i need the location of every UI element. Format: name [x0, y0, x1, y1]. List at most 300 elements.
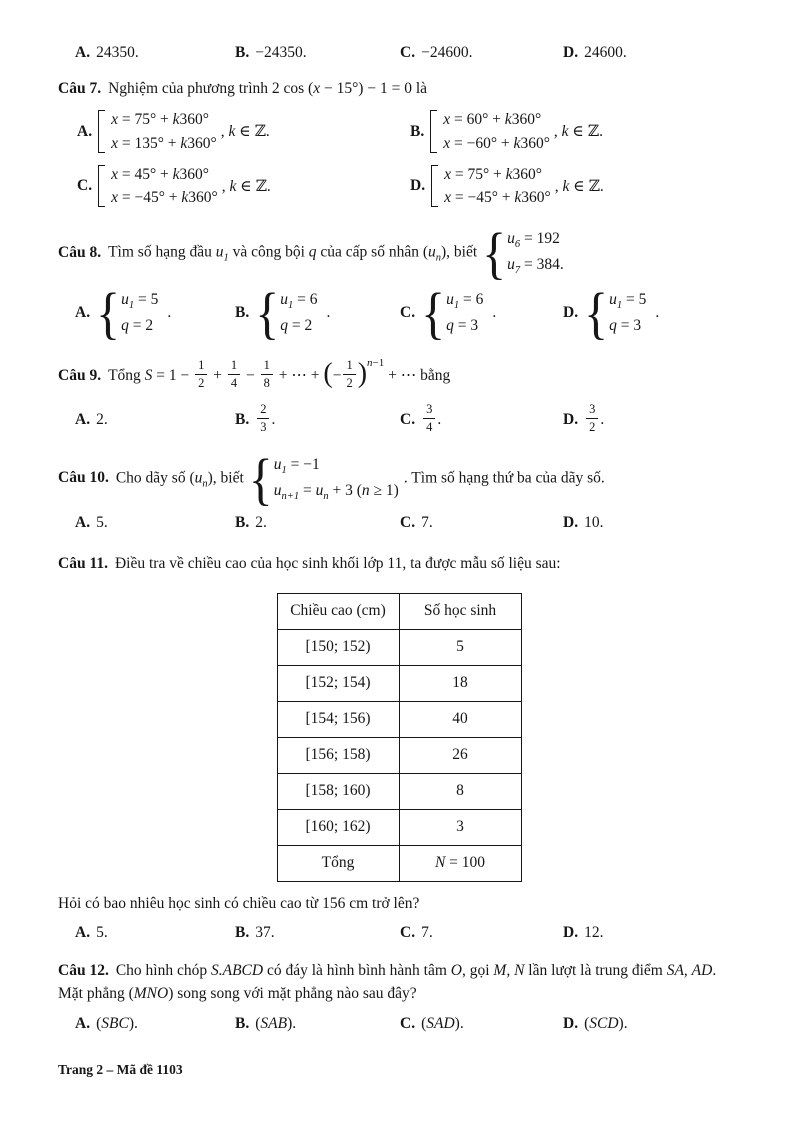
math-var: SAB	[260, 1014, 288, 1032]
table-cell: [158; 160)	[277, 773, 399, 809]
option-text: −24600.	[421, 44, 473, 61]
equation-stack	[121, 288, 158, 337]
option-label: C.	[400, 1014, 416, 1032]
equation-line	[444, 163, 551, 186]
math-var: u	[280, 291, 288, 309]
math-sub: 7	[514, 265, 521, 277]
equation-line	[444, 186, 551, 209]
math-var: u	[446, 291, 454, 309]
table-cell	[399, 845, 521, 881]
math-text: = −45° +	[450, 189, 515, 206]
option-label: A.	[77, 122, 93, 140]
option-b	[235, 280, 400, 346]
math-var: n	[361, 481, 370, 499]
question-8-options	[58, 280, 740, 346]
question-number: Câu 7.	[58, 80, 102, 97]
math-text: ).	[454, 1014, 464, 1032]
option-c	[400, 1015, 563, 1033]
option-label: C.	[400, 44, 416, 61]
statement-text: Tìm số hạng đầu	[108, 243, 216, 261]
question-9-statement	[58, 355, 740, 393]
equation-line	[280, 288, 317, 314]
math-text: ≥ 1)	[369, 481, 399, 499]
statement-text: Hỏi có bao nhiêu học sinh có chiều cao từ 156 cm trở lên?	[58, 894, 420, 912]
cases-group	[421, 280, 484, 346]
math-text: = 6	[293, 291, 318, 309]
fraction-denominator: 4	[426, 419, 433, 434]
option-b	[235, 514, 400, 532]
math-var: MNO	[133, 985, 169, 1003]
math-var: k	[229, 177, 237, 195]
math-text: = 75° +	[117, 111, 173, 129]
math-var: k	[172, 111, 180, 129]
option-d	[563, 1015, 740, 1033]
math-text: ,	[553, 123, 562, 140]
fraction	[228, 358, 240, 391]
cases-group	[584, 280, 647, 346]
math-var: M, N	[493, 962, 525, 980]
statement-text: Cho dãy số (	[115, 469, 195, 487]
equation-line	[446, 288, 483, 314]
math-text: = −45° +	[117, 189, 182, 206]
math-var: u	[507, 230, 515, 248]
math-var: u	[315, 481, 324, 499]
statement-text: và công bội	[228, 243, 309, 261]
statement-text: − 15°) − 1 = 0 là	[320, 80, 428, 97]
math-var: x	[443, 134, 451, 152]
math-text: ,	[554, 177, 563, 195]
option-label: B.	[235, 411, 250, 429]
option-label: C.	[400, 924, 416, 942]
math-var: AD	[691, 962, 713, 980]
math-text: ∈ ℤ.	[569, 177, 604, 195]
math-text: = 2	[287, 317, 313, 335]
statement-text: có đáy là hình bình hành tâm	[263, 962, 451, 980]
math-var: k	[513, 134, 521, 152]
equation-line	[507, 253, 564, 279]
table-cell: Tổng	[277, 845, 399, 881]
cases-group	[255, 280, 318, 346]
equation-line	[446, 314, 483, 337]
table-row	[277, 737, 521, 773]
option-c	[400, 514, 563, 532]
option-text: 2.	[96, 411, 108, 429]
option-c	[400, 401, 563, 437]
table-cell: 5	[399, 629, 521, 665]
statement-text: ), biết	[441, 243, 478, 261]
math-var: q	[609, 317, 617, 335]
math-text: = 192	[520, 230, 560, 248]
question-number: Câu 12.	[58, 962, 109, 980]
option-text: −24350.	[255, 44, 307, 61]
option-text: 2.	[255, 513, 267, 531]
math-text: = −60° +	[450, 134, 514, 152]
question-10-statement	[58, 446, 740, 511]
fraction-denominator: 2	[346, 375, 353, 390]
math-var: u	[428, 243, 436, 261]
option-text: 12.	[584, 924, 604, 942]
option-suffix	[222, 177, 271, 196]
math-var: S	[144, 366, 153, 384]
table-header-row	[277, 593, 521, 629]
equation-line	[111, 186, 218, 209]
math-text: ).	[287, 1014, 297, 1032]
question-number: Câu 8.	[58, 243, 102, 261]
math-text: = 100	[445, 854, 486, 872]
math-var: k	[181, 189, 189, 206]
math-text: = 2	[128, 317, 154, 335]
math-var: u	[609, 291, 617, 309]
option-a	[75, 1015, 235, 1033]
math-var: SA	[666, 962, 684, 980]
math-text: (	[255, 1014, 261, 1032]
math-sub: 1	[453, 300, 460, 312]
statement-text: ), biết	[207, 469, 244, 487]
math-var: q	[121, 317, 129, 335]
statement-text: Cho hình chóp	[115, 962, 211, 980]
math-sub: 1	[281, 464, 287, 476]
math-text: = 384.	[520, 256, 564, 274]
math-text: =	[299, 481, 316, 499]
table-cell: 8	[399, 773, 521, 809]
prev-question-options	[58, 44, 740, 62]
left-square-bracket	[98, 110, 105, 153]
table-cell: [150; 152)	[277, 629, 399, 665]
math-var: k	[505, 165, 513, 183]
math-text: = −1	[286, 455, 320, 473]
math-text: = 5	[134, 291, 159, 309]
option-text	[584, 1015, 628, 1033]
table-cell: 40	[399, 701, 521, 737]
option-text: 5.	[96, 924, 108, 942]
option-text	[255, 1015, 296, 1033]
math-var: SAD	[426, 1014, 455, 1032]
table-cell: 26	[399, 737, 521, 773]
fraction-numerator: 1	[261, 358, 273, 375]
option-d	[563, 514, 740, 532]
math-var: n	[367, 356, 373, 369]
math-sub: 1	[287, 300, 294, 312]
math-text: ).	[128, 1014, 138, 1032]
math-var: k	[504, 111, 512, 129]
math-text: +	[209, 366, 226, 384]
math-text: ,	[220, 123, 229, 140]
question-11-query	[58, 892, 740, 915]
math-var: k	[561, 123, 569, 140]
math-text: ,	[221, 177, 230, 195]
table-row	[277, 701, 521, 737]
cases-group	[482, 220, 564, 286]
math-var: u	[121, 291, 129, 309]
option-a	[77, 108, 410, 155]
equation-stack	[507, 227, 564, 279]
statement-text: . Mặt phẳng (	[58, 962, 717, 1003]
table-row	[277, 665, 521, 701]
equation-line	[507, 227, 564, 253]
math-var: k	[514, 189, 522, 206]
option-a	[75, 280, 235, 346]
math-var: x	[313, 80, 321, 97]
option-suffix	[555, 177, 604, 196]
table-cell: 3	[399, 809, 521, 845]
math-text: ∈ ℤ.	[568, 123, 603, 140]
math-text: (	[584, 1014, 590, 1032]
question-11-options	[58, 924, 740, 942]
equation-stack	[443, 108, 550, 155]
math-var: q	[446, 317, 454, 335]
math-text: 360°	[179, 165, 209, 183]
option-suffix	[221, 122, 270, 141]
option-text: 10.	[584, 513, 604, 531]
page-footer: Trang 2 – Mã đề 1103	[58, 1062, 183, 1077]
question-7-statement	[58, 77, 740, 100]
option-a	[75, 411, 235, 429]
option-label: A.	[75, 411, 91, 429]
option-label: B.	[235, 44, 250, 61]
equation-line	[111, 132, 217, 155]
question-7-options-row-2	[58, 163, 740, 210]
math-text: −1	[372, 356, 385, 369]
option-period: .	[437, 411, 442, 429]
statement-text: ) song song với mặt phẳng nào sau đây?	[168, 985, 417, 1003]
fraction	[586, 402, 598, 435]
left-brace: {	[248, 446, 273, 511]
math-var: x	[444, 165, 451, 183]
cases-group	[248, 446, 399, 511]
math-text: (	[96, 1014, 102, 1032]
fraction-numerator: 3	[586, 402, 598, 419]
table-total-row	[277, 845, 521, 881]
option-b	[235, 1015, 400, 1033]
equation-stack	[280, 288, 317, 337]
math-text: −	[332, 366, 342, 384]
equation-stack	[111, 163, 218, 210]
math-var: k	[172, 165, 180, 183]
equation-line	[121, 288, 158, 314]
option-label: B.	[235, 513, 250, 531]
fraction	[343, 358, 355, 391]
fraction-numerator: 3	[423, 402, 435, 419]
math-var: N	[434, 854, 446, 872]
question-number: Câu 9.	[58, 366, 102, 384]
table-cell: 18	[399, 665, 521, 701]
equation-stack	[609, 288, 646, 337]
math-text: ).	[618, 1014, 628, 1032]
option-label: D.	[410, 177, 426, 194]
table-cell: [152; 154)	[277, 665, 399, 701]
equation-line	[274, 479, 399, 505]
math-text: = 1 −	[152, 366, 194, 384]
math-text: = 5	[622, 291, 647, 309]
math-text: −	[242, 366, 259, 384]
statement-text: của cấp số nhân (	[316, 243, 428, 261]
equation-stack	[444, 163, 551, 210]
math-text: 360°	[511, 111, 542, 129]
height-frequency-table	[277, 593, 522, 882]
option-period: .	[492, 303, 497, 321]
math-text: = 75° +	[450, 165, 506, 183]
left-square-bracket	[431, 165, 438, 208]
option-d	[563, 401, 740, 437]
math-var: x	[444, 189, 451, 206]
option-label: C.	[400, 411, 416, 429]
math-var: u	[273, 481, 282, 499]
fraction-numerator: 1	[343, 358, 355, 375]
equation-line	[609, 314, 646, 337]
math-sub: 6	[514, 239, 521, 251]
math-text: = 3	[616, 317, 642, 335]
math-var: x	[111, 189, 118, 206]
math-sub: 1	[616, 300, 623, 312]
math-text: 360°	[520, 134, 550, 152]
option-a	[75, 514, 235, 532]
fraction-denominator: 2	[198, 375, 205, 390]
option-label: B.	[235, 924, 250, 942]
math-sub: n	[323, 490, 329, 502]
option-label: A.	[75, 303, 91, 321]
option-b	[410, 108, 740, 155]
statement-text: Nghiệm của phương trình 2 cos (	[108, 80, 314, 97]
option-c	[400, 924, 563, 942]
fraction-denominator: 2	[589, 419, 596, 434]
equation-line	[443, 132, 550, 155]
statement-text: lần lượt là trung điểm	[524, 962, 667, 980]
option-text: 24350.	[96, 44, 139, 61]
math-sub: n	[435, 252, 441, 264]
math-var: x	[111, 111, 118, 129]
option-label: C.	[400, 303, 416, 321]
left-brace: {	[584, 280, 609, 346]
option-text	[421, 1015, 464, 1033]
math-sub: 1	[223, 252, 229, 264]
math-text: (	[421, 1014, 427, 1032]
table-header-cell: Số học sinh	[399, 593, 521, 629]
statement-text: , gọi	[461, 962, 494, 980]
equation-line	[443, 108, 550, 131]
question-10-options	[58, 514, 740, 532]
math-text: 360°	[521, 189, 551, 206]
option-period: .	[600, 411, 605, 429]
question-7-options-row-1	[58, 108, 740, 155]
question-number: Câu 10.	[58, 469, 109, 487]
option-text: 5.	[96, 513, 108, 531]
option-text: 24600.	[584, 44, 627, 61]
math-var: k	[562, 177, 570, 195]
option-label: D.	[563, 513, 579, 531]
math-var: SBC	[101, 1014, 129, 1032]
big-paren-open: (	[323, 358, 333, 390]
fraction	[257, 402, 269, 435]
math-text: = 3	[453, 317, 479, 335]
statement-text: Điều tra về chiều cao của học sinh khối lớp 11, ta được mẫu số liệu sau:	[114, 554, 561, 572]
option-text: 37.	[255, 924, 275, 942]
math-text: = 6	[459, 291, 484, 309]
option-text	[96, 1015, 138, 1033]
option-a	[75, 924, 235, 942]
statement-text: ,	[683, 962, 692, 980]
equation-line	[280, 314, 317, 337]
option-d	[563, 924, 740, 942]
question-12-statement	[58, 959, 740, 1006]
table-row	[277, 809, 521, 845]
option-d	[410, 163, 740, 210]
fraction-numerator: 1	[195, 358, 207, 375]
math-text: = 60° +	[450, 111, 505, 129]
math-var: q	[308, 243, 317, 261]
big-paren-close: )	[357, 358, 368, 390]
math-text: + ⋯ +	[274, 366, 324, 384]
option-period: .	[655, 303, 660, 321]
option-label: D.	[563, 1014, 579, 1032]
option-period: .	[271, 411, 276, 429]
option-label: B.	[410, 122, 425, 140]
question-8-statement	[58, 220, 740, 286]
equation-stack	[111, 108, 217, 155]
math-var: q	[280, 317, 288, 335]
math-text: ∈ ℤ.	[235, 123, 270, 140]
option-label: D.	[563, 303, 579, 321]
math-var: O	[450, 962, 462, 980]
option-text: 7.	[421, 513, 433, 531]
math-var: x	[111, 134, 118, 152]
option-b	[235, 401, 400, 437]
math-var: u	[215, 243, 224, 261]
option-label: C.	[400, 513, 416, 531]
math-var: u	[273, 455, 282, 473]
math-text: 360°	[512, 165, 542, 183]
option-label: C.	[77, 177, 93, 194]
equation-line	[111, 108, 217, 131]
option-c	[400, 44, 563, 62]
table-cell: [154; 156)	[277, 701, 399, 737]
fraction-numerator: 1	[228, 358, 240, 375]
option-label: B.	[235, 303, 250, 321]
option-period: .	[167, 303, 172, 321]
math-var: SCD	[589, 1014, 619, 1032]
option-d	[563, 44, 740, 62]
math-text: = 45° +	[117, 165, 173, 183]
math-text: 360°	[179, 111, 209, 129]
math-text: 360°	[188, 189, 218, 206]
math-var: u	[194, 469, 203, 487]
math-text: 360°	[187, 134, 217, 152]
fraction-denominator: 4	[230, 375, 238, 390]
option-label: D.	[563, 44, 579, 61]
option-a	[75, 44, 235, 62]
fraction	[195, 358, 207, 391]
fraction-denominator: 8	[263, 375, 270, 390]
option-suffix	[554, 122, 603, 141]
equation-line	[274, 453, 399, 479]
question-11-statement	[58, 552, 740, 575]
option-label: A.	[75, 1014, 91, 1032]
fraction-denominator: 3	[260, 419, 267, 434]
table-header-cell: Chiều cao (cm)	[277, 593, 399, 629]
table-row	[277, 629, 521, 665]
fraction-numerator: 2	[257, 402, 269, 419]
math-var: u	[507, 256, 515, 274]
left-brace: {	[482, 220, 507, 286]
math-sub: n	[202, 478, 208, 490]
option-b	[235, 44, 400, 62]
left-brace: {	[96, 280, 121, 346]
table-row	[277, 773, 521, 809]
option-label: D.	[563, 924, 579, 942]
equation-line	[111, 163, 218, 186]
math-sub: 1	[128, 300, 135, 312]
math-text: + 3 (	[328, 481, 362, 499]
statement-text: bằng	[420, 366, 451, 384]
